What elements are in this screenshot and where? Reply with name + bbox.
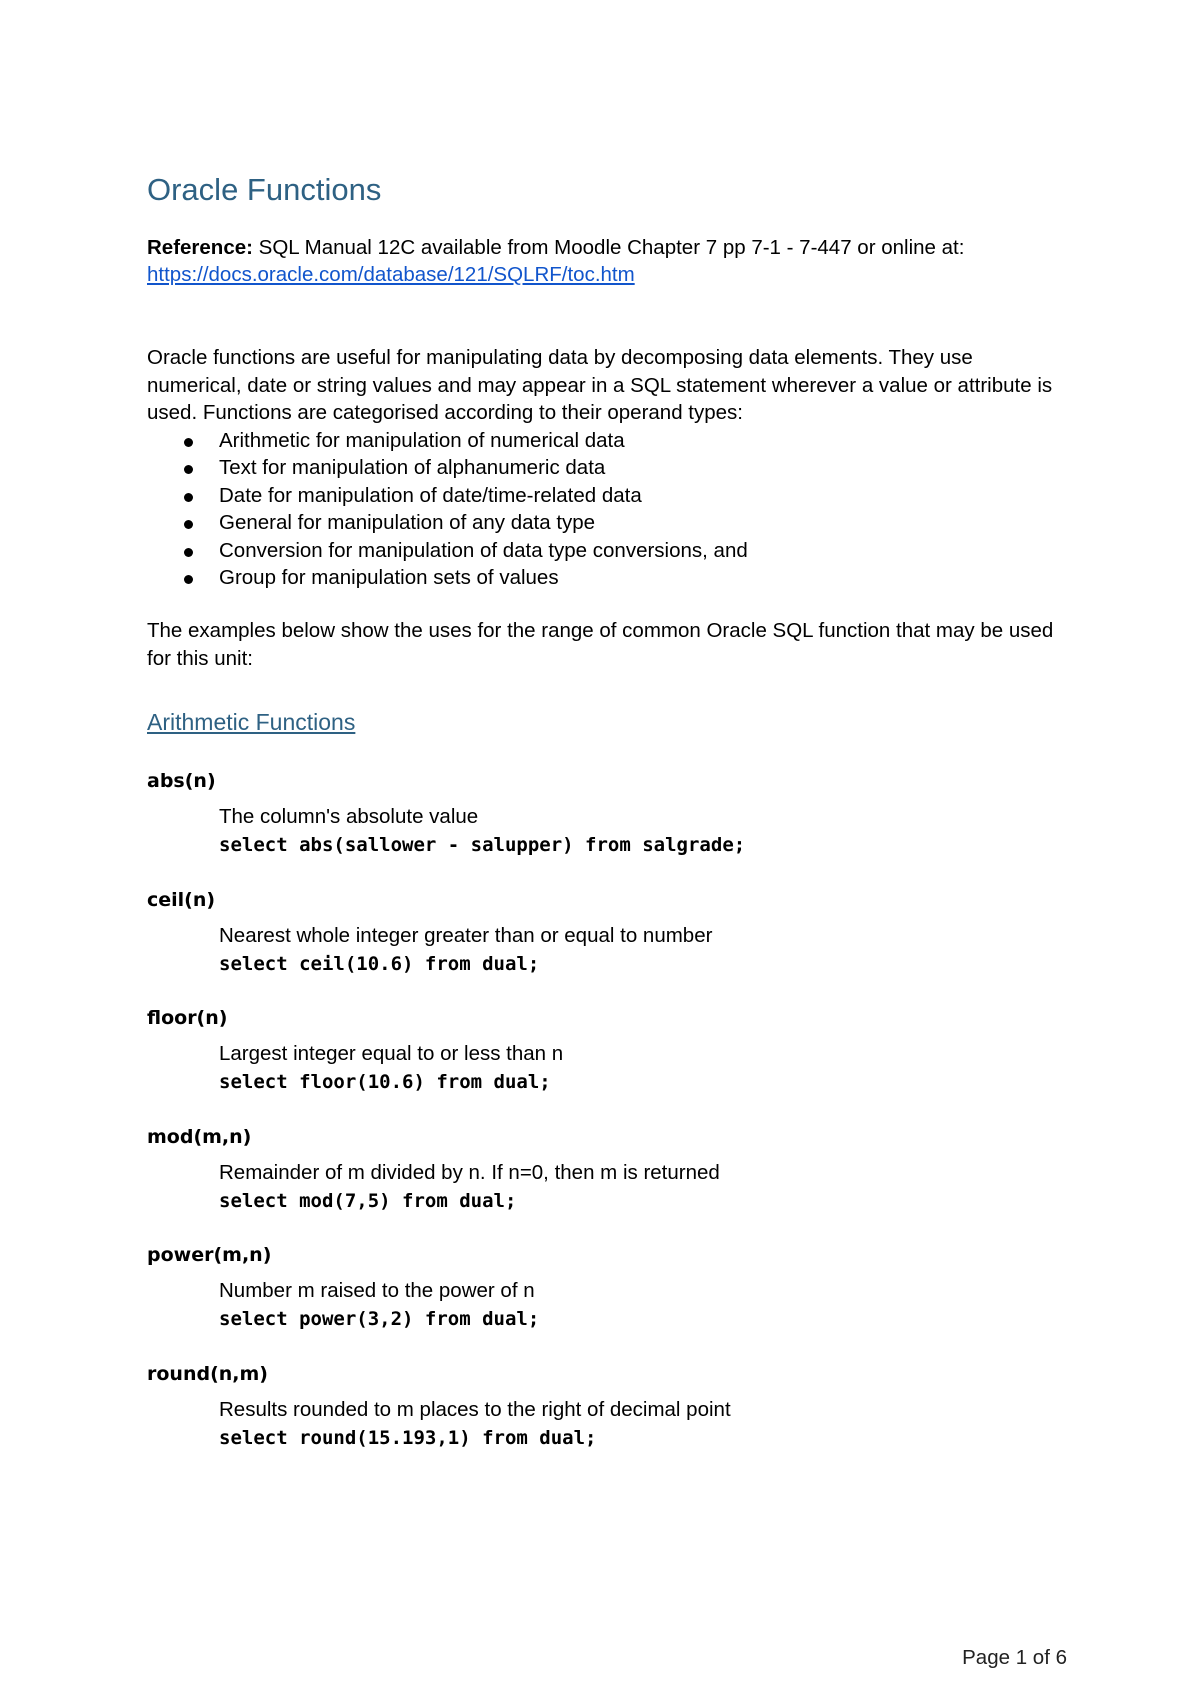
function-description: Results rounded to m places to the right of decimal point [219,1397,731,1421]
list-item: Group for manipulation sets of values [147,564,1067,592]
list-item: Arithmetic for manipulation of numerical data [147,427,1067,455]
function-description: Largest integer equal to or less than n [219,1042,564,1065]
function-entry-ceil [147,887,1067,1006]
examples-intro: The examples below show the uses for the range of common Oracle SQL function that may be used for this unit: [147,619,1054,670]
bullet-icon [184,575,193,584]
bullet-icon [184,493,193,502]
intro-paragraph: Oracle functions are useful for manipulating data by decomposing data elements. They use numerical, date or string values and may appear in a SQL statement wherever a value or attribute is used. Functions are categorised according to their operand types: [147,346,1053,424]
intro-section [147,344,1067,592]
list-item: Conversion for manipulation of data type conversions, and [147,537,1067,565]
function-code: select round(15.193,1) from dual; [219,1426,597,1449]
function-name: mod(m,n) [147,1125,252,1148]
function-entry-abs [147,768,1067,887]
function-name: floor(n) [147,1007,228,1029]
function-description: Remainder of m divided by n. If n=0, then m is returned [219,1160,720,1184]
function-name: abs(n) [147,770,216,792]
reference-link[interactable]: https://docs.oracle.com/database/121/SQLRF/toc.htm [147,263,635,286]
bullet-icon [184,520,193,529]
bullet-icon [184,548,193,557]
function-list [147,768,1067,1479]
function-entry-power [147,1242,1067,1361]
list-item: Date for manipulation of date/time-related data [147,482,1067,510]
function-entry-mod [147,1124,1067,1243]
operand-type-list [147,427,1067,592]
function-code: select power(3,2) from dual; [219,1308,540,1330]
bullet-icon [184,438,193,447]
page-number: Page 1 of 6 [962,1646,1067,1669]
page-title: Oracle Functions [147,172,382,207]
function-name: round(n,m) [147,1362,268,1385]
reference-text: SQL Manual 12C available from Moodle Chapter 7 pp 7-1 - 7-447 or online at: [252,236,965,259]
reference-paragraph [147,234,1067,288]
bullet-icon [184,465,193,474]
function-code: select abs(sallower - salupper) from salgrade; [219,834,746,856]
list-item: General for manipulation of any data type [147,509,1067,537]
list-item: Text for manipulation of alphanumeric data [147,454,1067,482]
function-entry-floor [147,1005,1067,1124]
function-name: power(m,n) [147,1244,272,1266]
function-description: Nearest whole integer greater than or equal to number [219,923,713,947]
document-page [147,0,1067,1694]
function-name: ceil(n) [147,888,216,911]
function-code: select mod(7,5) from dual; [219,1189,517,1212]
function-code: select ceil(10.6) from dual; [219,952,540,975]
function-code: select floor(10.6) from dual; [219,1071,551,1093]
function-description: The column's absolute value [219,805,479,828]
function-entry-round [147,1361,1067,1480]
function-description: Number m raised to the power of n [219,1279,535,1302]
reference-label: Reference: [147,236,253,259]
section-heading-arithmetic[interactable]: Arithmetic Functions [147,709,356,735]
